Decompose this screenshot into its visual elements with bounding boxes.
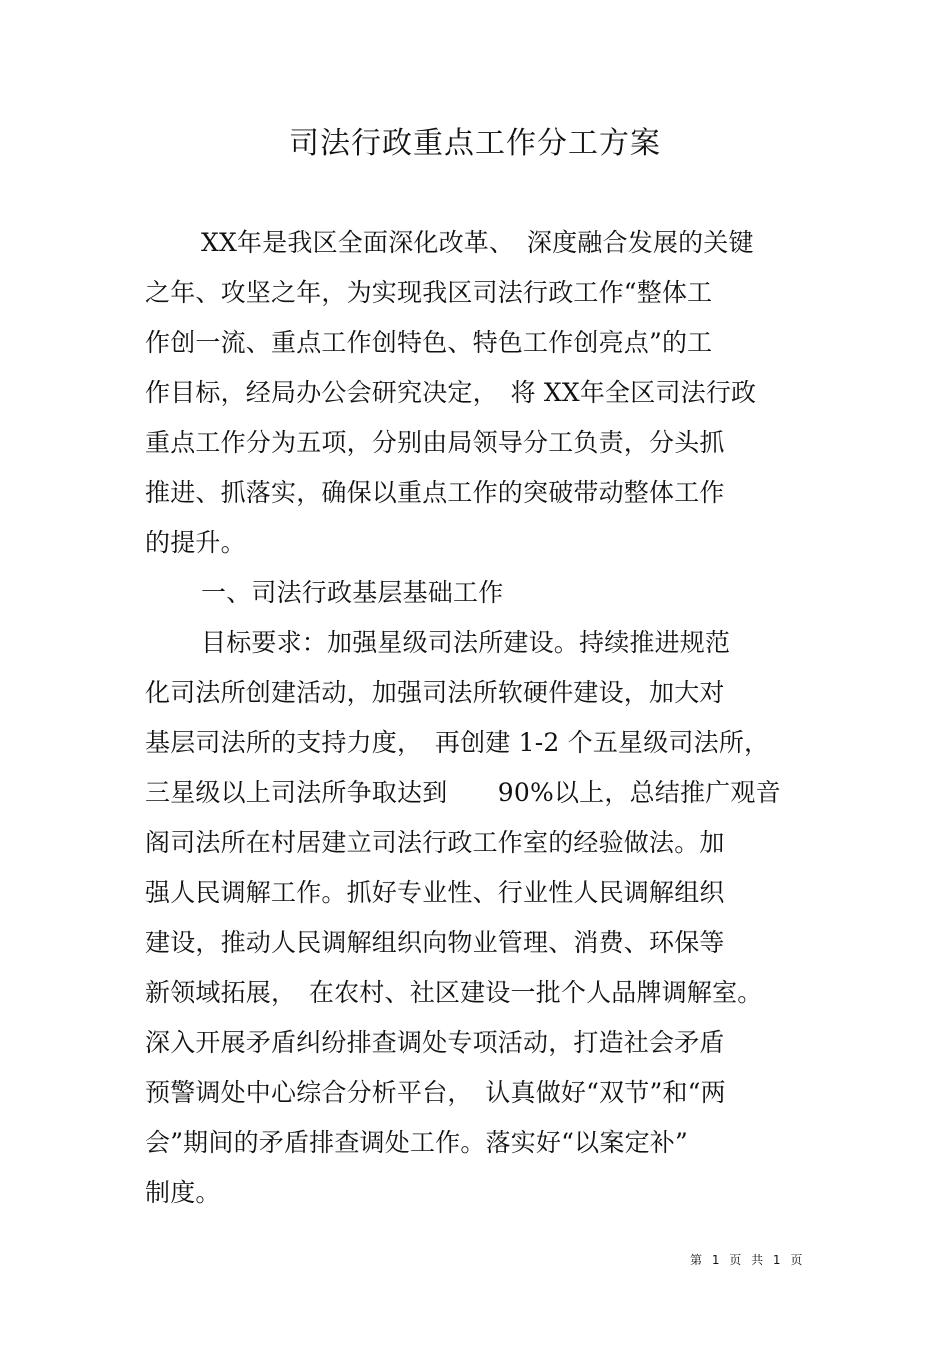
paragraph-line: 作目标，经局办公会研究决定， 将 XX年全区司法行政 — [145, 378, 757, 407]
document-title: 司法行政重点工作分工方案 — [289, 126, 661, 161]
paragraph-line: 目标要求：加强星级司法所建设。持续推进规范 — [201, 628, 731, 657]
paragraph-line: 深入开展矛盾纠纷排查调处专项活动，打造社会矛盾 — [145, 1028, 725, 1057]
page-number-footer: 第 1 页 共 1 页 — [690, 1253, 806, 1267]
paragraph-line: 化司法所创建活动，加强司法所软硬件建设，加大对 — [145, 678, 725, 707]
paragraph-line: 的提升。 — [145, 528, 246, 557]
paragraph-line: 会”期间的矛盾排查调处工作。落实好“以案定补” — [145, 1128, 688, 1157]
paragraph-line: 预警调处中心综合分析平台， 认真做好“双节”和“两 — [145, 1078, 726, 1107]
paragraph-line: 三星级以上司法所争取达到 90%以上，总结推广观音 — [145, 778, 781, 807]
paragraph-line: 推进、抓落实，确保以重点工作的突破带动整体工作 — [145, 478, 725, 507]
paragraph-line: 重点工作分为五项，分别由局领导分工负责，分头抓 — [145, 428, 725, 457]
paragraph-line: 基层司法所的支持力度， 再创建 1-2 个五星级司法所， — [145, 728, 770, 757]
section-heading: 一、司法行政基层基础工作 — [201, 578, 504, 607]
paragraph-line: XX年是我区全面深化改革、 深度融合发展的关键 — [201, 228, 754, 257]
paragraph-line: 之年、攻坚之年，为实现我区司法行政工作“整体工 — [145, 278, 713, 307]
paragraph-line: 强人民调解工作。抓好专业性、行业性人民调解组织 — [145, 878, 725, 907]
paragraph-line: 制度。 — [145, 1178, 221, 1207]
paragraph-line: 阁司法所在村居建立司法行政工作室的经验做法。加 — [145, 828, 725, 857]
paragraph-line: 新领域拓展， 在农村、社区建设一批个人品牌调解室。 — [145, 978, 763, 1007]
paragraph-line: 建设，推动人民调解组织向物业管理、消费、环保等 — [145, 928, 725, 957]
paragraph-line: 作创一流、重点工作创特色、特色工作创亮点”的工 — [145, 328, 713, 357]
